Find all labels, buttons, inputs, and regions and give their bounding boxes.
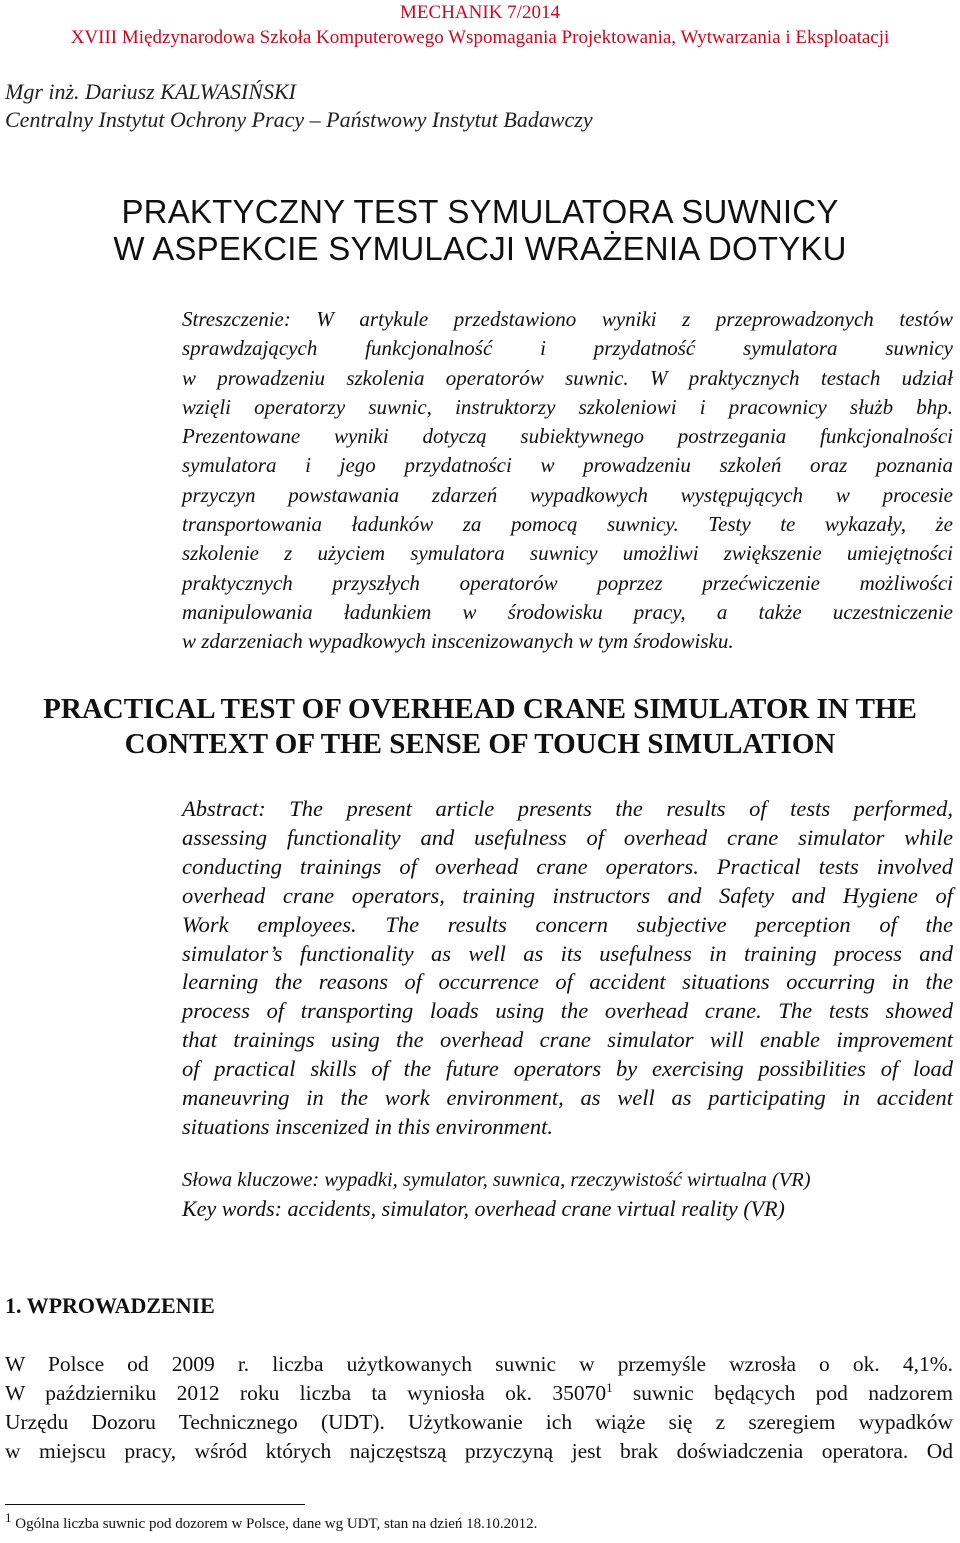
conference-header: XVIII Międzynarodowa Szkoła Komputerowego Wspomagania Projektowania, Wytwarzania i Eksploatacji (70, 27, 890, 48)
body-text: suwnic będących pod nadzorem (612, 1381, 953, 1405)
abstract-en-line: that trainings using the overhead crane simulator will enable improvement (182, 1027, 953, 1053)
abstract-pl-line: manipulowania ładunkiem w środowisku pracy, a także uczestniczenie (182, 599, 953, 624)
abstract-pl-line: Streszczenie: W artykule przedstawiono wyniki z przeprowadzonych testów (182, 307, 953, 331)
abstract-en-line: assessing functionality and usefulness of overhead crane simulator while (182, 824, 953, 850)
title-en-line1: PRACTICAL TEST OF OVERHEAD CRANE SIMULATOR IN THE (43, 693, 917, 725)
abstract-en-line: Abstract: The present article presents the results of tests performed, (182, 796, 953, 821)
keywords-pl: Słowa kluczowe: wypadki, symulator, suwnica, rzeczywistość wirtualna (VR) (182, 1169, 811, 1191)
footnote-mark: 1 (5, 1510, 12, 1525)
abstract-en-line: learning the reasons of occurrence of accident situations occurring in the (182, 969, 953, 995)
abstract-pl-line: Prezentowane wyniki dotyczą subiektywnego postrzegania funkcjonalności (182, 424, 953, 449)
abstract-pl-line: sprawdzających funkcjonalność i przydatność symulatora suwnicy (182, 336, 953, 361)
footnote-ref: 1 (606, 1379, 613, 1395)
body-line: Urzędu Dozoru Technicznego (UDT). Użytkowanie ich wiąże się z szeregiem wypadków (5, 1410, 953, 1434)
abstract-pl-line: w prowadzeniu szkolenia operatorów suwnic. W praktycznych testach udział (182, 365, 953, 390)
abstract-pl-line: wzięli operatorzy suwnic, instruktorzy szkoleniowi i pracownicy służb bhp. (182, 394, 953, 419)
abstract-pl-line: w zdarzeniach wypadkowych inscenizowanych w tym środowisku. (182, 629, 734, 654)
body-line (5, 1379, 953, 1407)
footnote-rule (5, 1504, 305, 1505)
abstract-pl (182, 305, 953, 657)
keywords-en: Key words: accidents, simulator, overhead crane virtual reality (VR) (182, 1196, 785, 1221)
abstract-pl-line: symulatora i jego przydatności w prowadzeniu szkoleń oraz poznania (182, 453, 953, 478)
title-pl-line2: W ASPEKCIE SYMULACJI WRAŻENIA DOTYKU (113, 230, 847, 267)
abstract-en-line: maneuvring in the work environment, as well as participating in accident (182, 1085, 953, 1111)
abstract-pl-line: szkolenie z użyciem symulatora suwnicy umożliwi zwiększenie umiejętności (182, 541, 953, 566)
abstract-en-line: overhead crane operators, training instructors and Safety and Hygiene of (182, 882, 953, 908)
author-affiliation: Centralny Instytut Ochrony Pracy – Państwowy Instytut Badawczy (5, 107, 593, 132)
abstract-en-line: simulator’s functionality as well as its usefulness in training process and (182, 940, 953, 966)
abstract-pl-line: praktycznych przyszłych operatorów poprzez przećwiczenie możliwości (182, 570, 953, 595)
body-text: W październiku 2012 roku liczba ta wyniosła ok. 35070 (5, 1381, 607, 1405)
abstract-en (182, 795, 953, 1142)
section-heading: 1. WPROWADZENIE (5, 1293, 215, 1318)
abstract-pl-line: transportowania ładunków za pomocą suwnicy. Testy te wykazały, że (182, 512, 953, 537)
footnote-text: Ogólna liczba suwnic pod dozorem w Polsce, dane wg UDT, stan na dzień 18.10.2012. (11, 1516, 538, 1532)
journal-header: MECHANIK 7/2014 (400, 2, 560, 23)
body-line: w miejscu pracy, wśród których najczęstszą przyczyną jest brak doświadczenia operatora. Od (5, 1439, 953, 1463)
title-pl-line1: PRAKTYCZNY TEST SYMULATORA SUWNICY (121, 193, 839, 230)
abstract-en-line: Work employees. The results concern subjective perception of the (182, 911, 953, 937)
abstract-en-line: situations inscenized in this environment. (182, 1113, 554, 1139)
abstract-en-line: of practical skills of the future operators by exercising possibilities of load (182, 1056, 953, 1082)
author-name: Mgr inż. Dariusz KALWASIŃSKI (5, 79, 297, 104)
footnote (5, 1510, 538, 1533)
title-en-line2: CONTEXT OF THE SENSE OF TOUCH SIMULATION (124, 728, 836, 760)
abstract-en-line: conducting trainings of overhead crane operators. Practical tests involved (182, 853, 953, 879)
abstract-en-line: process of transporting loads using the overhead crane. The tests showed (182, 998, 953, 1024)
body-line: W Polsce od 2009 r. liczba użytkowanych suwnic w przemyśle wzrosła o ok. 4,1%. (5, 1352, 953, 1376)
abstract-pl-line: przyczyn powstawania zdarzeń wypadkowych występujących w procesie (182, 482, 953, 507)
